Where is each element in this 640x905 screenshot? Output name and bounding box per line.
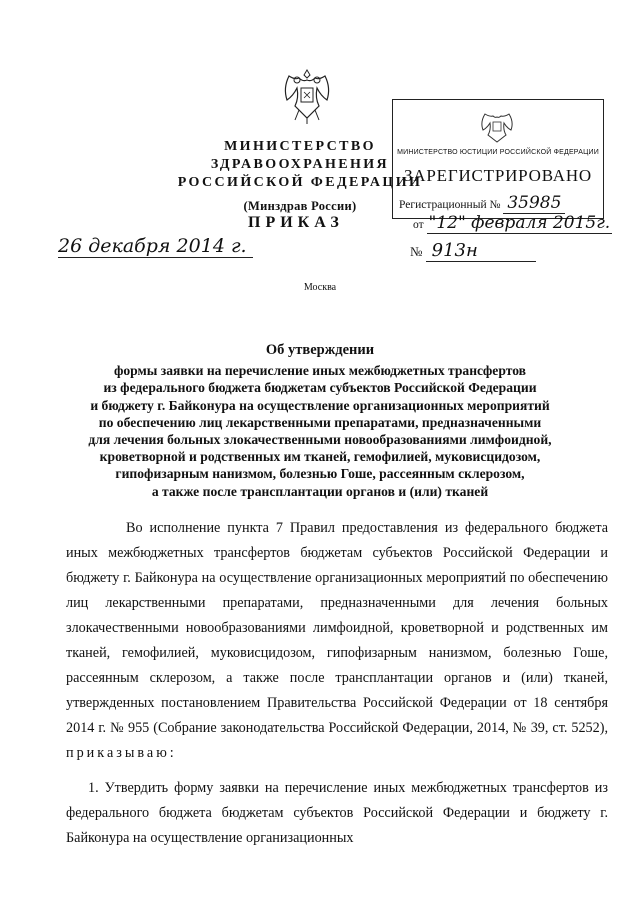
- body-paragraph-1: [66, 516, 608, 766]
- paragraph-2-text: 1. Утвердить форму заявки на перечисление иных межбюджетных трансфертов из федерального бюджета бюджетам субъектов Российской Федерации и бюджету г. Байконура на осуществление организационных: [66, 780, 608, 846]
- order-word: приказываю:: [66, 745, 177, 761]
- stamp-emblem-icon: [477, 108, 517, 146]
- title-line: кроветворной и родственных им тканей, гемофилией, муковисцидозом,: [99, 449, 541, 465]
- title-line: гипофизарным нанизмом, болезнью Гоше, рассеянным склерозом,: [115, 466, 525, 482]
- coat-of-arms-emblem: [279, 66, 335, 128]
- stamp-date: "12" февраля 2015г.: [428, 213, 611, 233]
- registration-stamp: [392, 99, 611, 233]
- stamp-date-line: [413, 213, 612, 233]
- paragraph-1-text: Во исполнение пункта 7 Правил предоставления из федерального бюджета иных межбюджетных трансфертов бюджетам субъектов Российской Федерации и бюджету г. Байконура на осуществление организационных мероприятий по обеспечению лиц лекарственными препаратами, предназначенными для лечения больных злокачественными новообразованиями лимфоидной, кроветворной и родственных им тканей, гемофилией, муковисцидозом, гипофизарным нанизмом, болезнью Гоше, рассеянным склерозом, а также после трансплантации органов и (или) тканей, утвержденных постановлением Правительства Российской Федерации от 18 сентября 2014 г. № 955 (Собрание законодательства Российской Федерации, 2014, № 39, ст. 5252),: [66, 520, 608, 736]
- stamp-registered: ЗАРЕГИСТРИРОВАНО: [403, 166, 593, 185]
- title-line: формы заявки на перечисление иных межбюджетных трансфертов: [113, 363, 527, 379]
- ministry-name-line2: РОССИЙСКОЙ ФЕДЕРАЦИИ: [177, 175, 423, 190]
- body-paragraph-2: [66, 776, 608, 851]
- order-date: 26 декабря 2014 г.: [58, 235, 253, 258]
- order-number: 913н: [426, 240, 536, 262]
- stamp-date-label: от: [413, 219, 424, 231]
- order-title: [70, 342, 570, 500]
- document-type: ПРИКАЗ: [248, 214, 344, 231]
- title-line: и бюджету г. Байконура на осуществление организационных мероприятий: [90, 397, 550, 413]
- stamp-reg-label: Регистрационный №: [399, 199, 501, 211]
- title-line: по обеспечению лиц лекарственными препаратами, предназначенными: [98, 414, 542, 430]
- title-line: из федерального бюджета бюджетам субъектов Российской Федерации: [103, 380, 537, 396]
- stamp-reg-number: 35985: [503, 193, 565, 214]
- title-line: Об утверждении: [265, 342, 375, 358]
- ministry-short-name: (Минздрав России): [243, 199, 357, 213]
- title-line: а также после трансплантации органов и (или) тканей: [151, 483, 489, 499]
- title-line: для лечения больных злокачественными новообразованиями лимфоидной,: [88, 432, 552, 448]
- ministry-name-line1: МИНИСТЕРСТВО ЗДРАВООХРАНЕНИЯ: [210, 139, 390, 172]
- city: Москва: [303, 282, 337, 293]
- stamp-registration-line: [399, 193, 565, 213]
- order-number-label: №: [410, 244, 423, 259]
- stamp-department: МИНИСТЕРСТВО ЮСТИЦИИ РОССИЙСКОЙ ФЕДЕРАЦИИ: [397, 149, 599, 156]
- order-number-line: [410, 240, 536, 262]
